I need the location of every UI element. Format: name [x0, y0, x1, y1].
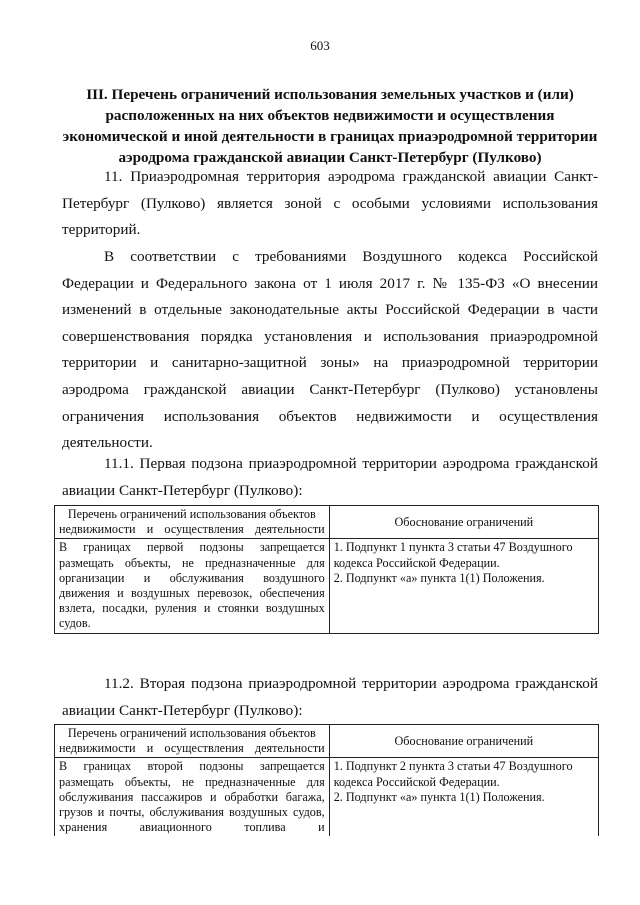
paragraph-legal-basis: В соответствии с требованиями Воздушного кодекса Российской Федерации и Федерального закона от 1 июля 2017 г. № 135-ФЗ «О внесении изменений в отдельные законодательные акты Российской Федерации в части совершенствования порядка установления и использования приаэродромной территории и санитарно-защитной зоны» на приаэродромной территории аэродрома гражданской авиации Санкт-Петербург (Пулково) установлены ограничения использования объектов недвижимости и осуществления деятельности.	[62, 248, 598, 452]
paragraph-11-1: 11.1. Первая подзона приаэродромной территории аэродрома гражданской авиации Санкт-Петербург (Пулково):	[62, 455, 598, 499]
header-restrictions: Перечень ограничений использования объектов недвижимости и осуществления деятельности	[55, 506, 330, 539]
restriction-text: В границах второй подзоны запрещается размещать объекты, не предназначенные для обслуживания пассажиров и обработки багажа, грузов и почты, обслуживания воздушных судов, хранения авиационного топлива и	[55, 758, 330, 837]
restriction-text: В границах первой подзоны запрещается размещать объекты, не предназначенные для организации и обслуживания воздушного движения и воздушных перевозок, обеспечения взлета, посадки, руления и стоянки воздушных судов.	[55, 539, 330, 633]
page-number: 603	[310, 38, 330, 53]
justification-text	[329, 539, 598, 633]
paragraph-11-2: 11.2. Вторая подзона приаэродромной территории аэродрома гражданской авиации Санкт-Петербург (Пулково):	[62, 675, 598, 719]
justification-item: 1. Подпункт 1 пункта 3 статьи 47 Воздушного кодекса Российской Федерации.	[333, 540, 573, 570]
subzone-1-table	[54, 505, 599, 634]
justification-item: 2. Подпункт «а» пункта 1(1) Положения.	[333, 570, 545, 585]
section-heading	[62, 84, 598, 168]
subzone-2-table	[54, 724, 599, 836]
table-row	[55, 758, 599, 837]
header-restrictions: Перечень ограничений использования объектов недвижимости и осуществления деятельности	[55, 725, 330, 758]
table-row	[55, 539, 599, 633]
table-header-row	[55, 725, 599, 758]
heading-line: аэродрома гражданской авиации Санкт-Петербург (Пулково)	[118, 149, 542, 166]
justification-text	[329, 758, 598, 837]
justification-item: 2. Подпункт «а» пункта 1(1) Положения.	[333, 789, 545, 804]
justification-item: 1. Подпункт 2 пункта 3 статьи 47 Воздушного кодекса Российской Федерации.	[333, 759, 573, 789]
heading-line: III. Перечень ограничений использования земельных участков и (или)	[86, 86, 574, 103]
table-header-row	[55, 506, 599, 539]
paragraph-11: 11. Приаэродромная территория аэродрома гражданской авиации Санкт-Петербург (Пулково) является зоной с особыми условиями использования территорий.	[62, 168, 598, 239]
header-justification: Обоснование ограничений	[329, 506, 598, 539]
heading-line: расположенных на них объектов недвижимости и осуществления	[105, 107, 555, 124]
heading-line: экономической и иной деятельности в границах приаэродромной территории	[62, 128, 598, 145]
header-justification: Обоснование ограничений	[329, 725, 598, 758]
